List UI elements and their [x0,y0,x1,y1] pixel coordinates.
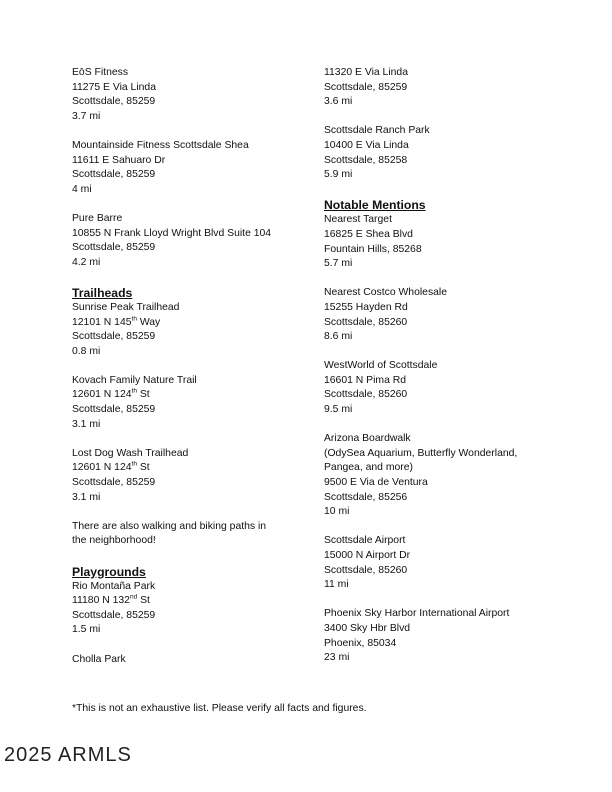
listing-name: Sunrise Peak Trailhead [72,301,180,313]
listing-distance: 1.5 mi [72,624,101,636]
listing-distance: 23 mi [324,652,350,664]
listing-city: Scottsdale, 85260 [324,389,408,401]
trailheads-note [72,520,312,549]
listing-name: Scottsdale Ranch Park [324,125,430,137]
listing-address: 11611 E Sahuaro Dr [72,154,166,166]
copyright-watermark: 2025 ARMLS [4,744,132,766]
listing-city: Scottsdale, 85258 [324,154,408,166]
listing-address: 11320 E Via Linda [324,67,408,78]
listing-distance: 8.6 mi [324,331,353,343]
listing-name: Rio Montaña Park [72,580,156,592]
listing-city: Fountain Hills, 85268 [324,243,422,255]
listing-address: 12601 N 124th St [72,460,150,474]
listing-name: EōS Fitness [72,67,129,78]
listing-address: 10855 N Frank Lloyd Wright Blvd Suite 104 [72,227,272,239]
listing-distance: 3.7 mi [72,110,101,122]
right-column [324,66,574,680]
listing-name: Scottsdale Airport [324,535,406,547]
note-line: There are also walking and biking paths in [72,520,267,532]
listing-address: 12101 N 145th Way [72,315,161,328]
listing-address: 12601 N 124th St [72,388,150,401]
listing-address: 9500 E Via de Ventura [324,477,428,489]
listing-address: 16601 N Pima Rd [324,374,407,386]
listing-city: Scottsdale, 85259 [72,331,156,343]
listing-eos-fitness [72,66,312,124]
listing-name: Mountainside Fitness Scottsdale Shea [72,139,249,151]
listing-city: Scottsdale, 85259 [72,404,156,416]
listing-nearest-target [324,213,574,271]
note-line: the neighborhood! [72,535,156,547]
trailheads-heading: Trailheads [72,285,133,300]
listing-westworld [324,359,574,417]
listing-cholla-park-continued [324,66,574,110]
listing-name: Cholla Park [72,653,126,665]
listing-distance: 3.1 mi [72,418,101,430]
listing-city: Scottsdale, 85259 [72,609,156,621]
listing-address: 3400 Sky Hbr Blvd [324,622,411,634]
listing-distance: 9.5 mi [324,404,353,416]
listing-name: WestWorld of Scottsdale [324,360,438,372]
listing-city: Phoenix, 85034 [324,637,397,649]
listing-scottsdale-ranch-park [324,124,574,182]
listing-scottsdale-airport [324,534,574,592]
listing-distance: 5.9 mi [324,169,353,181]
listing-cholla-park [72,653,312,668]
listing-name: Nearest Costco Wholesale [324,287,448,299]
listing-distance: 3.1 mi [72,491,101,503]
listing-name: Kovach Family Nature Trail [72,374,197,386]
listing-lost-dog-wash [72,447,312,505]
listing-name: Pure Barre [72,212,123,224]
listing-distance: 0.8 mi [72,345,101,357]
playgrounds-heading: Playgrounds [72,564,146,579]
listing-description: (OdySea Aquarium, Butterfly Wonderland, [324,447,518,459]
listing-kovach-family [72,374,312,432]
listing-city: Scottsdale, 85259 [72,96,156,108]
listing-address: 15255 Hayden Rd [324,301,408,313]
listing-sky-harbor [324,607,574,665]
notable-mentions-heading: Notable Mentions [324,198,426,213]
listing-description: Pangea, and more) [324,462,413,474]
listing-distance: 5.7 mi [324,258,353,270]
listing-city: Scottsdale, 85256 [324,491,408,503]
listing-city: Scottsdale, 85260 [324,564,408,576]
listing-pure-barre [72,212,312,270]
listing-mountainside-fitness [72,139,312,197]
listing-sunrise-peak [72,301,312,359]
listing-city: Scottsdale, 85260 [324,316,408,328]
left-column [72,66,312,682]
listing-name: Nearest Target [324,214,392,226]
listing-distance: 10 mi [324,506,350,518]
listing-distance: 3.6 mi [324,96,353,108]
listing-city: Scottsdale, 85259 [72,169,156,181]
disclaimer-footnote: *This is not an exhaustive list. Please verify all facts and figures. [72,703,367,714]
listing-address: 11275 E Via Linda [72,81,156,93]
listing-distance: 11 mi [324,579,349,591]
listing-name: Phoenix Sky Harbor International Airport [324,608,510,620]
listing-city: Scottsdale, 85259 [324,81,408,93]
listing-city: Scottsdale, 85259 [72,477,156,489]
listing-address: 16825 E Shea Blvd [324,228,413,240]
listing-address: 11180 N 132nd St [72,593,150,607]
listing-city: Scottsdale, 85259 [72,242,156,254]
listing-rio-montana-park [72,580,312,638]
listing-address: 15000 N Airport Dr [324,550,411,561]
listing-arizona-boardwalk [324,432,574,520]
listing-distance: 4 mi [72,183,92,195]
listing-name: Lost Dog Wash Trailhead [72,447,189,459]
listing-distance: 4.2 mi [72,256,101,268]
listing-address: 10400 E Via Linda [324,139,409,151]
listing-name: Arizona Boardwalk [324,433,411,445]
listing-nearest-costco [324,286,574,344]
